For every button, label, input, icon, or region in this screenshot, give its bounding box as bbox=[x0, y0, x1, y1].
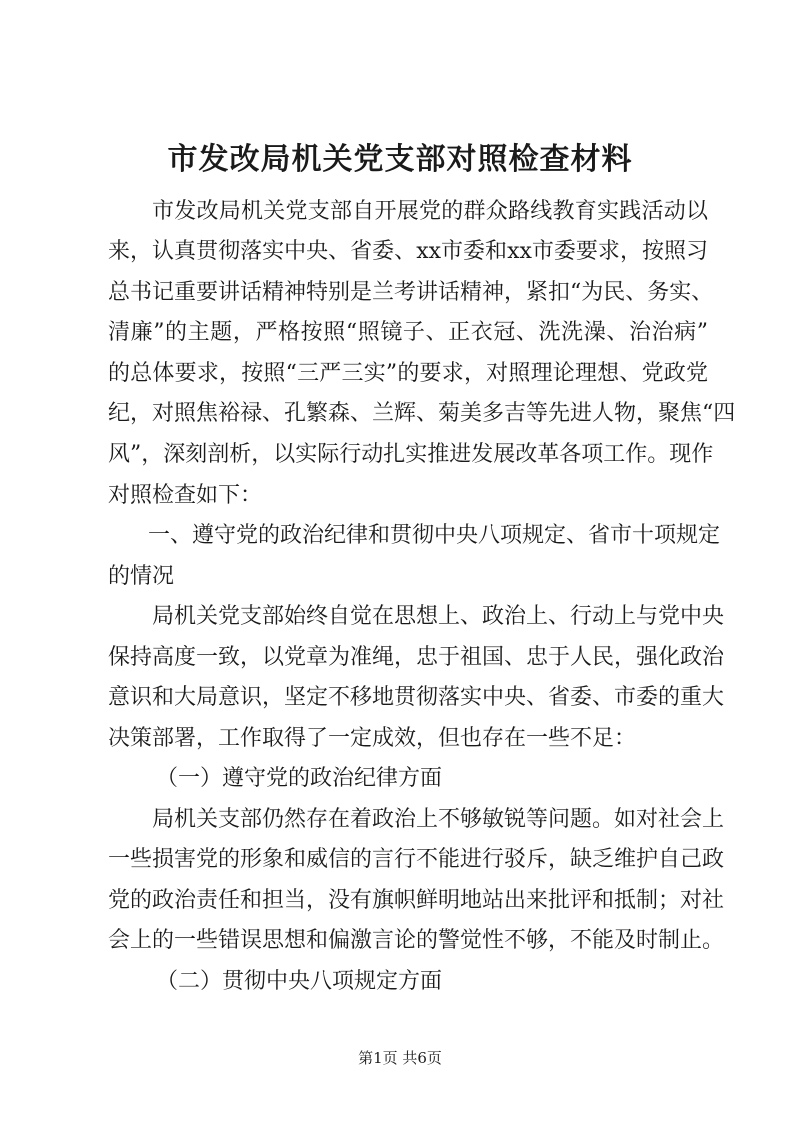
body-line: 会上的一些错误思想和偏激言论的警觉性不够，不能及时制止。 bbox=[108, 928, 725, 953]
document-title: 市发改局机关党支部对照检查材料 bbox=[167, 142, 633, 177]
body-line: 一些损害党的形象和威信的言行不能进行驳斥，缺乏维护自己政 bbox=[108, 847, 725, 872]
body-line: 市发改局机关党支部自开展党的群众路线教育实践活动以 bbox=[152, 199, 708, 224]
section-heading-continuation: 的情况 bbox=[108, 564, 175, 589]
subsection-heading: （二）贯彻中央八项规定方面 bbox=[156, 969, 443, 994]
body-line: 总书记重要讲话精神特别是兰考讲话精神，紧扣“为民、务实、 bbox=[108, 280, 714, 305]
body-line: 对照检查如下： bbox=[108, 483, 263, 508]
body-line: 来，认真贯彻落实中央、省委、xx市委和xx市委要求，按照习 bbox=[108, 239, 708, 264]
section-heading: 一、遵守党的政治纪律和贯彻中央八项规定、省市十项规定 bbox=[148, 523, 721, 548]
body-line: 风”，深刻剖析，以实际行动扎实推进发展改革各项工作。现作 bbox=[108, 442, 714, 467]
body-line: 局机关支部仍然存在着政治上不够敏锐等问题。如对社会上 bbox=[152, 807, 725, 832]
subsection-heading: （一）遵守党的政治纪律方面 bbox=[156, 766, 443, 791]
body-line: 的总体要求，按照“三严三实”的要求，对照理论理想、党政党 bbox=[108, 361, 708, 386]
body-line: 保持高度一致，以党章为准绳，忠于祖国、忠于人民，强化政治 bbox=[108, 645, 725, 670]
body-line: 局机关党支部始终自觉在思想上、政治上、行动上与党中央 bbox=[152, 604, 725, 629]
body-line: 清廉”的主题，严格按照“照镜子、正衣冠、洗洗澡、治治病” bbox=[108, 320, 708, 345]
body-line: 纪，对照焦裕禄、孔繁森、兰辉、菊美多吉等先进人物，聚焦“四 bbox=[108, 401, 736, 426]
body-line: 决策部署，工作取得了一定成效，但也存在一些不足： bbox=[108, 726, 637, 751]
body-line: 意识和大局意识，坚定不移地贯彻落实中央、省委、市委的重大 bbox=[108, 685, 725, 710]
page-number-footer: 第1页 共6页 bbox=[358, 1049, 442, 1067]
body-line: 党的政治责任和担当，没有旗帜鲜明地站出来批评和抵制；对社 bbox=[108, 888, 725, 913]
